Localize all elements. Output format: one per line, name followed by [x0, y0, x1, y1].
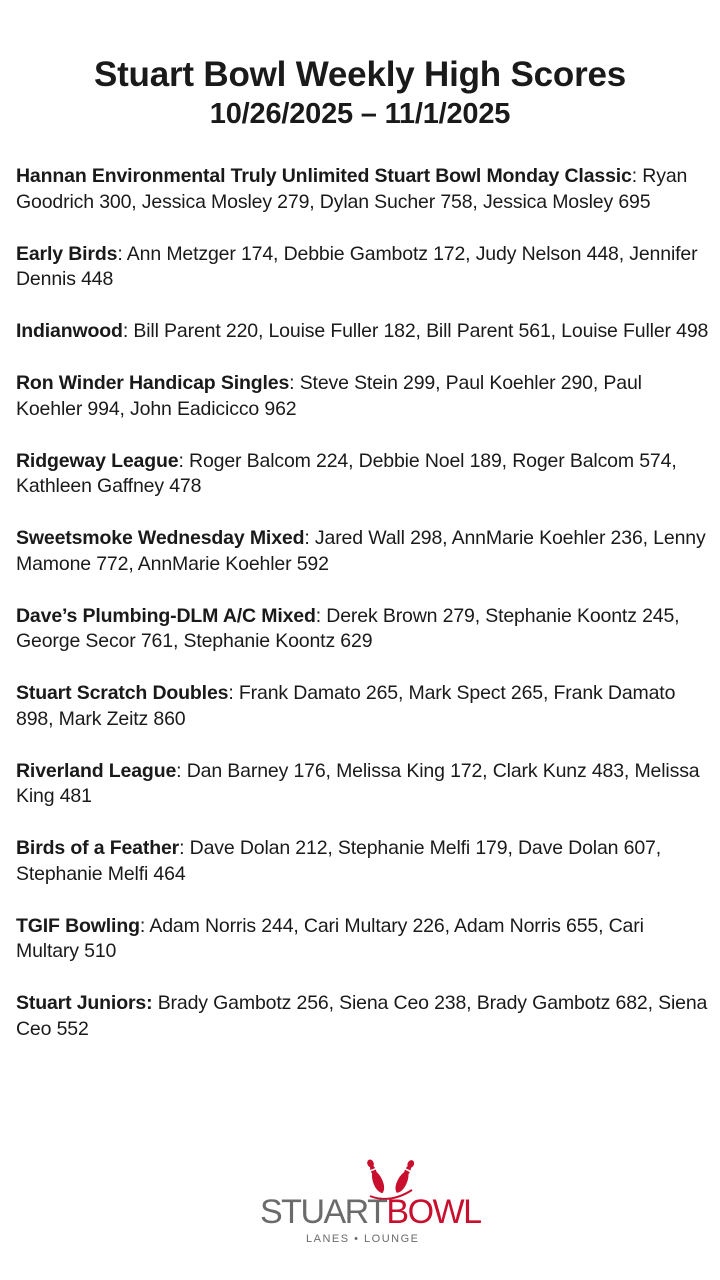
league-separator: :	[228, 682, 234, 704]
league-scores: Ryan Goodrich 300, Jessica Mosley 279, Dylan Sucher 758, Jessica Mosley 695	[16, 165, 688, 213]
league-separator: :	[631, 165, 638, 187]
league-entry	[16, 681, 710, 732]
league-name: Indianwood	[16, 320, 123, 342]
league-name: Ridgeway League	[16, 449, 179, 472]
league-entry	[16, 759, 710, 810]
league-separator: :	[289, 372, 295, 394]
league-entry	[16, 371, 710, 422]
league-separator: :	[304, 527, 310, 549]
logo-word-stuart: STUART	[260, 1193, 387, 1231]
league-name: Riverland League	[16, 759, 177, 782]
league-entry	[16, 991, 710, 1042]
league-name: Sweetsmoke Wednesday Mixed	[16, 527, 305, 549]
league-scores: Dan Barney 176, Melissa King 172, Clark Kunz 483, Melissa King 481	[16, 759, 700, 807]
league-name: Hannan Environmental Truly Unlimited Stuart Bowl Monday Classic	[16, 165, 632, 187]
league-name: Birds of a Feather	[16, 837, 180, 859]
league-scores: Dave Dolan 212, Stephanie Melfi 179, Dave Dolan 607, Stephanie Melfi 464	[16, 837, 661, 885]
league-scores: Roger Balcom 224, Debbie Noel 189, Roger Balcom 574, Kathleen Gaffney 478	[16, 449, 677, 497]
league-scores: Jared Wall 298, AnnMarie Koehler 236, Lenny Mamone 772, AnnMarie Koehler 592	[16, 527, 706, 575]
date-range: 10/26/2025 – 11/1/2025	[209, 98, 511, 130]
league-name: Ron Winder Handicap Singles	[16, 372, 290, 394]
logo-wordmark	[260, 1192, 481, 1232]
logo-word-bowl: BOWL	[386, 1193, 481, 1231]
league-entry	[16, 164, 710, 215]
league-separator: :	[178, 449, 184, 472]
league-separator: :	[122, 320, 129, 342]
league-scores: Ann Metzger 174, Debbie Gambotz 172, Judy Nelson 448, Jennifer Dennis 448	[16, 242, 698, 290]
league-name: Stuart Scratch Doubles	[16, 682, 229, 704]
league-name: TGIF Bowling	[16, 914, 140, 937]
logo-tagline: LANES • LOUNGE	[306, 1233, 420, 1245]
league-entry	[16, 319, 710, 345]
league-separator: :	[176, 759, 182, 782]
page-title: Stuart Bowl Weekly High Scores	[93, 55, 627, 94]
league-name: Early Birds	[16, 242, 118, 265]
league-scores: Brady Gambotz 256, Siena Ceo 238, Brady Gambotz 682, Siena Ceo 552	[16, 992, 708, 1040]
league-scores: Steve Stein 299, Paul Koehler 290, Paul Koehler 994, John Eadicicco 962	[16, 372, 642, 420]
league-entry	[16, 526, 710, 577]
league-separator: :	[179, 837, 185, 859]
league-separator: :	[315, 604, 322, 627]
page-header	[0, 54, 720, 132]
league-separator: :	[139, 914, 146, 937]
league-name: Stuart Juniors:	[16, 992, 153, 1014]
league-scores: Adam Norris 244, Cari Multary 226, Adam Norris 655, Cari Multary 510	[16, 914, 644, 962]
league-scores: Bill Parent 220, Louise Fuller 182, Bill Parent 561, Louise Fuller 498	[128, 320, 709, 342]
league-separator: :	[117, 242, 123, 265]
league-entry	[16, 914, 710, 965]
league-name: Dave’s Plumbing-DLM A/C Mixed	[16, 604, 316, 627]
league-entry	[16, 604, 710, 655]
league-list	[16, 164, 710, 1069]
league-entry	[16, 836, 710, 887]
league-scores: Derek Brown 279, Stephanie Koontz 245, George Secor 761, Stephanie Koontz 629	[16, 604, 680, 652]
league-entry	[16, 242, 710, 293]
league-scores: Frank Damato 265, Mark Spect 265, Frank Damato 898, Mark Zeitz 860	[16, 682, 676, 730]
stuart-bowl-logo	[250, 1152, 481, 1252]
league-entry	[16, 449, 710, 500]
